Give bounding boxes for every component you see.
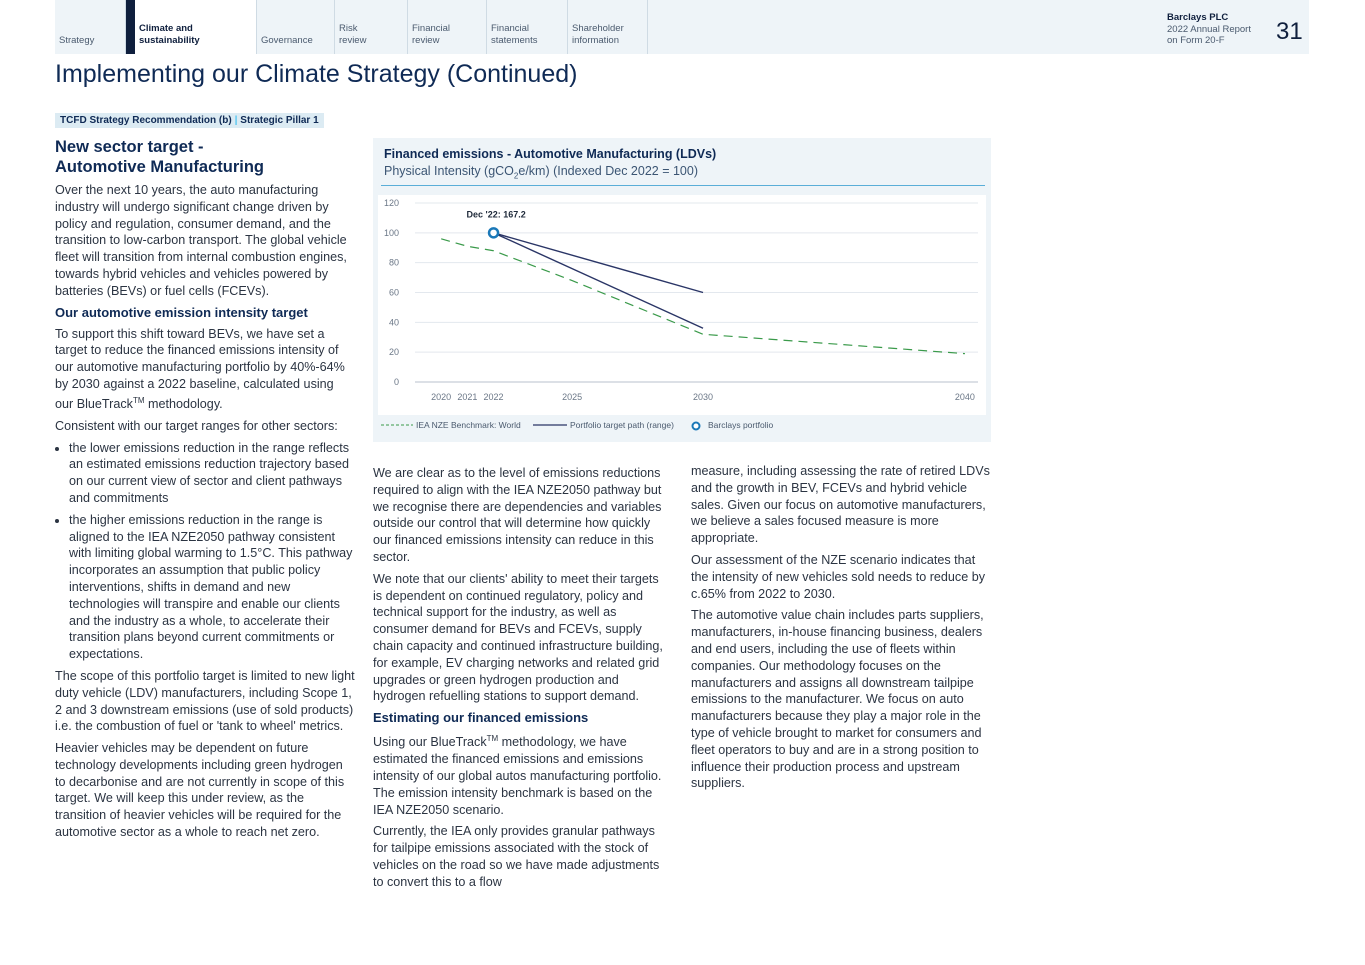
chart-plot-area bbox=[378, 195, 986, 415]
y-tick-label: 20 bbox=[388, 347, 399, 358]
tag-recommendation: TCFD Strategy Recommendation (b) bbox=[60, 115, 232, 126]
x-tick-label: 2025 bbox=[562, 392, 583, 402]
column-left bbox=[55, 137, 355, 846]
y-tick-label: 80 bbox=[388, 257, 399, 268]
brand-form-line: on Form 20-F bbox=[1167, 35, 1225, 46]
paragraph: We are clear as to the level of emissions reductions required to align with the IEA NZE2050 pathway but we recognise there are dependencies and variables outside our control that will determine how quickly our financed emissions intensity can reduce in this sector. bbox=[373, 466, 662, 564]
x-tick-label: 2021 bbox=[457, 392, 478, 402]
paragraph: Consistent with our target ranges for other sectors: bbox=[55, 418, 338, 433]
x-tick-label: 2022 bbox=[483, 392, 504, 402]
series-line-iea-benchmark bbox=[441, 239, 965, 354]
y-tick-label: 100 bbox=[383, 227, 399, 238]
x-tick-label: 2040 bbox=[954, 392, 975, 402]
legend-swatch-barclays bbox=[693, 423, 700, 430]
chart-title: Financed emissions - Automotive Manufacturing (LDVs) bbox=[384, 147, 717, 161]
paragraph: Currently, the IEA only provides granular pathways for tailpipe emissions associated with the stock of vehicles on the road so we have made adjustments to convert this to a flow bbox=[373, 824, 660, 889]
nav-tab-financial-review[interactable] bbox=[408, 0, 487, 54]
brand-name: Barclays PLC bbox=[1167, 12, 1229, 23]
top-navigation-bar bbox=[55, 0, 1309, 54]
nav-tab-label: Strategy bbox=[59, 35, 95, 46]
page-number: 31 bbox=[1276, 18, 1303, 45]
chart-annotation: Dec '22: 167.2 bbox=[466, 209, 526, 220]
tag-pillar: Strategic Pillar 1 bbox=[240, 115, 319, 126]
tcfd-tag bbox=[55, 113, 324, 128]
y-tick-label: 0 bbox=[393, 377, 399, 387]
x-tick-label: 2030 bbox=[693, 392, 714, 402]
line-chart bbox=[378, 195, 986, 415]
barclays-portfolio-point bbox=[489, 228, 498, 237]
nav-tab-risk-review[interactable] bbox=[335, 0, 408, 54]
paragraph: To support this shift toward BEVs, we have set a target to reduce the financed emissions intensity of our automotive manufacturing portfolio by 40%-64% by 2030 against a 2022 baseline, calculated using our BlueTrack™ methodology. bbox=[55, 326, 345, 411]
paragraph: Our assessment of the NZE scenario indicates that the intensity of new vehicles sold needs to reduce by c.65% from 2022 to 2030. bbox=[691, 552, 986, 601]
nav-tab-governance[interactable] bbox=[257, 0, 335, 54]
list-item: • the higher emissions reduction in the range is aligned to the IEA NZE2050 pathway consistent with limiting global warming to 1.5°C. This pathway incorporates an assumption that public policy interventions, shifts in demand and new technologies will transpire and enable our clients and the industry as a whole, to accelerate their transition plans beyond current commitments or expectations. bbox=[69, 512, 355, 663]
nav-tab-financial-statements[interactable] bbox=[487, 0, 568, 54]
chart-title-rule bbox=[381, 185, 985, 186]
nav-tab-shareholder-information[interactable] bbox=[568, 0, 648, 54]
paragraph: Using our BlueTrack™ methodology, we have estimated the financed emissions and emissions intensity of our global autos manufacturing portfolio. The emission intensity benchmark is based on the IEA NZE2050 scenario. bbox=[373, 734, 662, 817]
tag-divider: | bbox=[234, 115, 238, 126]
paragraph: We note that our clients' ability to meet their targets is dependent on continued regulatory, policy and technical support for the industry, as well as consumer demand for BEVs and FCEVs, supply chain capacity and continued infrastructure building, for example, EV charging networks and related grid upgrades or green hydrogen production and hydrogen refuelling stations to support demand. bbox=[373, 571, 663, 704]
paragraph: Heavier vehicles may be dependent on future technology developments including green hydrogen to decarbonise and are not currently in scope of this target. We will keep this under review, as the transition of heavier vehicles will be required for the automotive sector as a whole to reach net zero. bbox=[55, 741, 345, 840]
paragraph: The scope of this portfolio target is limited to new light duty vehicle (LDV) manufacturers, including Scope 1, 2 and 3 downstream emissions (use of sold products) i.e. the combustion of fuel or 'tank to wheel' metrics. bbox=[55, 668, 355, 734]
subheading: Estimating our financed emissions bbox=[373, 710, 589, 726]
nav-tab-strategy[interactable] bbox=[55, 0, 126, 54]
paragraph: measure, including assessing the rate of retired LDVs and the growth in BEV, FCEVs and hybrid vehicle sales. Given our focus on automotive manufacturers, we believe a sales focused measure is more appropriate. bbox=[691, 464, 990, 546]
chart-subtitle: Physical Intensity (gCO$_2$e/km) (Indexed Dec 2022 = 100) bbox=[384, 164, 698, 181]
nav-tab-label: Financial statements bbox=[491, 23, 538, 46]
list-item: • the lower emissions reduction in the range reflects an estimated emissions reduction trajectory based on our current view of sector and client pathways and commitments bbox=[69, 440, 355, 507]
page-title: Implementing our Climate Strategy (Continued) bbox=[55, 60, 578, 88]
nav-tab-label: Climate and sustainability bbox=[139, 23, 200, 46]
section-heading: New sector target - Automotive Manufacturing bbox=[55, 138, 264, 176]
legend-label-iea: IEA NZE Benchmark: World bbox=[416, 420, 521, 430]
y-tick-label: 60 bbox=[388, 287, 399, 298]
x-tick-label: 2020 bbox=[431, 392, 452, 402]
chart-panel bbox=[373, 138, 991, 442]
paragraph: Over the next 10 years, the auto manufacturing industry will undergo significant change driven by policy and regulation, consumer demand, and the transition to low-carbon transport. The global vehicle fleet will transition from internal combustion engines, towards hybrid vehicles and vehicles powered by batteries (BEVs) or fuel cells (FCEVs). bbox=[55, 183, 347, 298]
series-line-portfolio-path-2 bbox=[494, 233, 703, 328]
legend-label-portfolio-path: Portfolio target path (range) bbox=[570, 420, 674, 430]
chart-legend bbox=[379, 418, 979, 434]
paragraph: The automotive value chain includes parts suppliers, manufacturers, in-house financing business, dealers and end users, including the use of fleets within companies. Our methodology focuses on the manufacturers and assigns all downstream tailpipe emissions to the manufacturer. We focus on auto manufacturers because they play a major role in the type of vehicle brought to market for consumers and fleet operators to buy and are in a strong position to influence their production process and upstream suppliers. bbox=[691, 608, 984, 791]
nav-tab-label: Financial review bbox=[412, 23, 451, 46]
column-right bbox=[691, 463, 993, 797]
column-middle bbox=[373, 465, 668, 896]
nav-tab-label: Risk review bbox=[339, 23, 367, 46]
bullet-list bbox=[55, 440, 355, 663]
y-tick-label: 40 bbox=[388, 317, 399, 328]
brand-report-line: 2022 Annual Report bbox=[1167, 23, 1251, 35]
y-tick-label: 120 bbox=[383, 198, 399, 208]
legend-label-barclays: Barclays portfolio bbox=[708, 420, 774, 430]
nav-tab-climate[interactable] bbox=[126, 0, 257, 54]
report-brand bbox=[1167, 12, 1251, 47]
nav-tab-label: Shareholder information bbox=[572, 23, 624, 46]
subheading: Our automotive emission intensity target bbox=[55, 304, 308, 320]
nav-tab-label: Governance bbox=[261, 35, 313, 46]
